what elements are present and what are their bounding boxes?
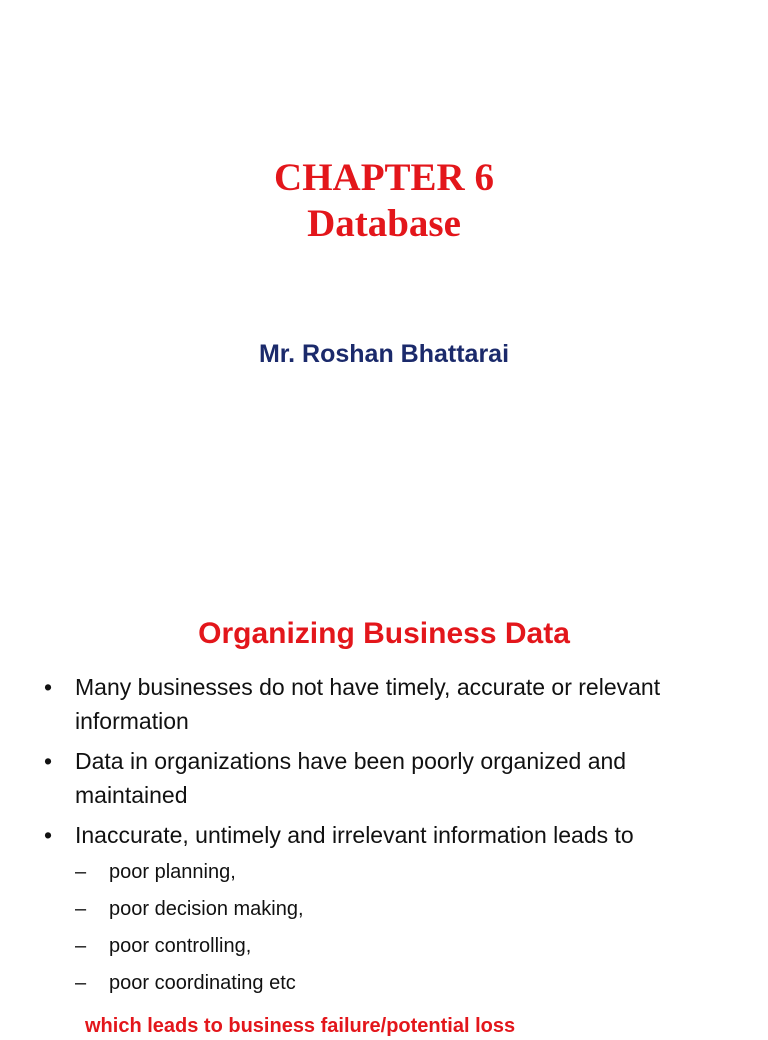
bullet-marker: • (44, 674, 53, 700)
bullet-text: Inaccurate, untimely and irrelevant information leads to (75, 822, 634, 848)
dash-marker: – (75, 898, 87, 920)
dash-marker: – (75, 861, 87, 883)
bullet-text: Data in organizations have been poorly organized and maintained (75, 748, 627, 808)
content-slide (0, 576, 768, 1037)
chapter-title (0, 155, 768, 247)
sub-bullet-text: poor coordinating etc (109, 972, 296, 994)
bullet-marker: • (44, 822, 53, 848)
sub-bullet-item (75, 891, 744, 928)
bullet-marker: • (44, 748, 53, 774)
sub-bullet-list (75, 854, 744, 1002)
consequence-note: which leads to business failure/potential loss (85, 1015, 516, 1037)
section-title: Organizing Business Data (198, 617, 570, 650)
dash-marker: – (75, 935, 87, 957)
author-name: Mr. Roshan Bhattarai (258, 340, 510, 368)
bullet-item (44, 744, 744, 812)
sub-bullet-item (75, 965, 744, 1002)
sub-bullet-text: poor planning, (109, 861, 236, 883)
bullet-item (44, 670, 744, 738)
chapter-name: Database (307, 202, 461, 245)
sub-bullet-text: poor controlling, (109, 935, 252, 957)
dash-marker: – (75, 972, 87, 994)
bullet-item (44, 818, 744, 1002)
chapter-number: CHAPTER 6 (274, 156, 494, 199)
bullet-list (44, 670, 744, 1008)
sub-bullet-text: poor decision making, (109, 898, 304, 920)
bullet-text: Many businesses do not have timely, accurate or relevant information (75, 674, 661, 734)
sub-bullet-item (75, 928, 744, 965)
sub-bullet-item (75, 854, 744, 891)
